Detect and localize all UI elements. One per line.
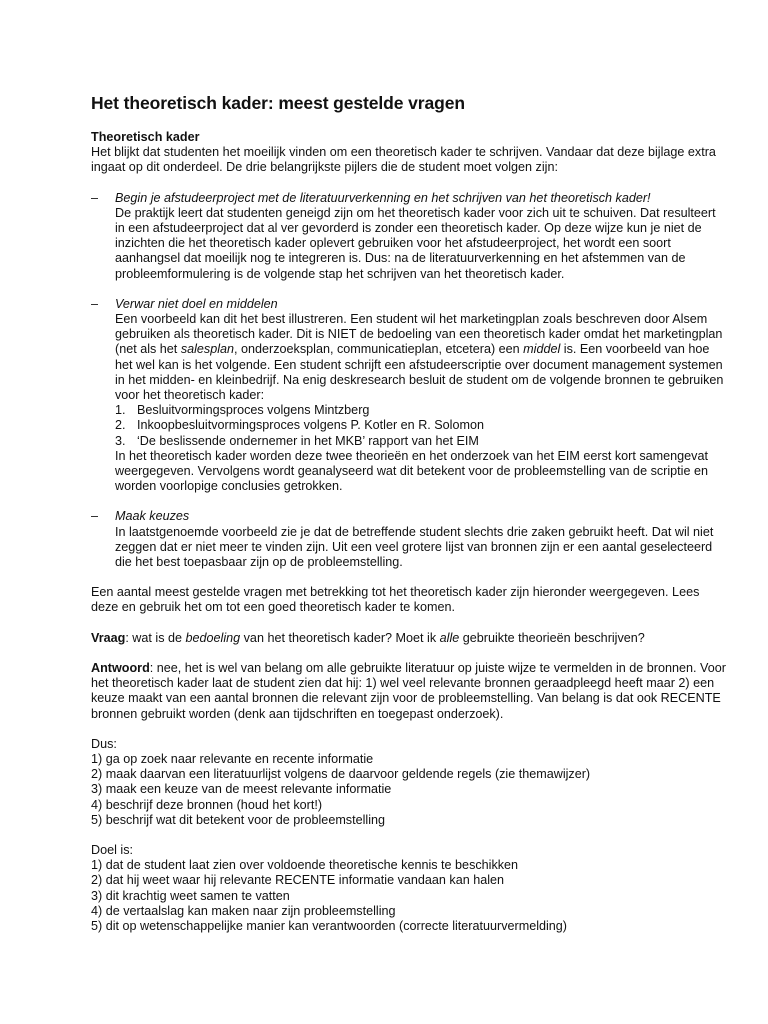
list-item: 3) maak een keuze van de meest relevante informatie <box>91 782 392 797</box>
numbered-item <box>115 418 728 433</box>
spacer <box>91 722 728 737</box>
body-text: Een voorbeeld kan dit het best illustreren. Een student wil het marketingplan zoals beschreven door Alsem gebruiken als theoretisch kader. Dit is NIET de bedoeling van een theoretisch kader omdat het marketingplan (net als het <box>115 312 723 357</box>
list-item: 3) dit krachtig weet samen te vatten <box>91 888 290 903</box>
spacer <box>91 828 728 843</box>
list-item: 2) maak daarvan een literatuurlijst volgens de daarvoor geldende regels (zie themawijzer) <box>91 767 591 782</box>
bullet-body: De praktijk leert dat studenten geneigd zijn om het theoretisch kader voor zich uit te schuiven. Dat resulteert in een afstudeerproject dat al ver gevorderd is zonder een theoretisch kader. Op deze wijze kun je niet de inzichten die het theoretisch kader oplevert gebruiken voor het afstudeerproject, het wordt een soort aanhangsel dat moeilijk nog te integreren is. Dus: na de literatuurverkenning en het afstemmen van de probleemformulering is de volgende stap het schrijven van het theoretisch kader. <box>115 205 716 281</box>
question-text: van het theoretisch kader? Moet ik <box>240 630 440 645</box>
question-italic: alle <box>439 630 460 645</box>
dash-marker: – <box>91 190 99 205</box>
spacer <box>91 570 728 585</box>
dash-marker: – <box>91 296 99 311</box>
section-heading: Theoretisch kader <box>91 130 200 144</box>
body-text: is. Een voorbeeld van hoe het wel kan is het volgende. Een student schrijft een afstudeerscriptie over document management systemen in het midden- en kleinbedrijf. Na enig deskresearch besluit de student om de volgende bronnen te gebruiken voor het theoretisch kader: <box>115 342 724 403</box>
list-item: 1) dat de student laat zien over voldoende theoretische kennis te beschikken <box>91 858 519 873</box>
list-item: 5) beschrijf wat dit betekent voor de probleemstelling <box>91 812 386 827</box>
list-item: 1) ga op zoek naar relevante en recente informatie <box>91 751 374 766</box>
page-title: Het theoretisch kader: meest gestelde vragen <box>91 93 465 113</box>
item-text: Besluitvormingsproces volgens Mintzberg <box>137 403 370 418</box>
list-item: 4) beschrijf deze bronnen (houd het kort!) <box>91 797 323 812</box>
answer-label: Antwoord <box>91 660 150 675</box>
bullet-begin-project <box>91 191 728 282</box>
question-label: Vraag <box>91 630 126 645</box>
spacer <box>91 616 728 631</box>
doel-list <box>91 843 728 934</box>
bullet-lead: Begin je afstudeerproject met de literatuurverkenning en het schrijven van het theoretisch kader! <box>115 190 651 205</box>
list-item: 4) de vertaalslag kan maken naar zijn probleemstelling <box>91 903 396 918</box>
bullet-lead: Verwar niet doel en middelen <box>115 296 278 311</box>
question-italic: bedoeling <box>185 630 241 645</box>
spacer <box>91 282 728 297</box>
question-text: gebruikte theorieën beschrijven? <box>459 630 645 645</box>
bullet-body <box>115 312 728 403</box>
bullet-body: In laatstgenoemde voorbeeld zie je dat de betreffende student slechts drie zaken gebruikt heeft. Dat wil niet zeggen dat er niet meer te vinden zijn. Uit een veel grotere lijst van bronnen zijn er een aantal geselecteerd die het best toepasbaar zijn op de probleemstelling. <box>115 524 714 570</box>
numbered-item <box>115 434 728 449</box>
bullet-maak-keuzes <box>91 509 728 570</box>
numbered-item <box>115 403 728 418</box>
body-text: , onderzoeksplan, communicatieplan, etcetera) een <box>234 342 524 357</box>
bullet-after: In het theoretisch kader worden deze twee theorieën en het onderzoek van het EIM eerst kort samengevat weergegeven. Vervolgens wordt geanalyseerd wat dit betekent voor de probleemstelling van de scriptie en worden voorlopige conclusies getrokken. <box>115 448 708 494</box>
answer-paragraph <box>91 661 728 722</box>
question-text: : wat is de <box>125 630 186 645</box>
answer-text: : nee, het is wel van belang om alle gebruikte literatuur op juiste wijze te vermelden in de bronnen. Voor het theoretisch kader laat de student zien dat hij: 1) wel veel relevante bronnen geraadpleegd heeft maar 2) een keuze maakt van een aantal bronnen die relevant zijn voor de probleemstelling. Van belang is dat ook RECENTE bronnen gebruikt worden (denk aan tijdschriften en toegepast onderzoek). <box>91 660 726 721</box>
bullet-doel-middelen <box>91 297 728 495</box>
intro-paragraph: Het blijkt dat studenten het moeilijk vinden om een theoretisch kader te schrijven. Vandaar dat deze bijlage extra ingaat op dit onderdeel. De drie belangrijkste pijlers die de student moet volgen zijn: <box>91 145 716 175</box>
item-text: Inkoopbesluitvormingsproces volgens P. Kotler en R. Solomon <box>137 418 484 433</box>
body-italic: middel <box>523 342 561 357</box>
faq-intro: Een aantal meest gestelde vragen met betrekking tot het theoretisch kader zijn hieronder weergegeven. Lees deze en gebruik het om tot een goed theoretisch kader te komen. <box>91 585 700 615</box>
question-paragraph <box>91 631 728 646</box>
doel-heading: Doel is: <box>91 842 133 857</box>
list-item: 5) dit op wetenschappelijke manier kan verantwoorden (correcte literatuurvermelding) <box>91 918 567 933</box>
spacer <box>91 646 728 661</box>
spacer <box>91 494 728 509</box>
item-number: 1. <box>115 403 126 418</box>
dash-marker: – <box>91 509 99 524</box>
list-item: 2) dat hij weet waar hij relevante RECENTE informatie vandaan kan halen <box>91 873 505 888</box>
dus-heading: Dus: <box>91 736 117 751</box>
dus-list <box>91 737 728 828</box>
spacer <box>91 176 728 191</box>
item-number: 3. <box>115 433 126 448</box>
bullet-lead: Maak keuzes <box>115 509 190 524</box>
item-text: ‘De beslissende ondernemer in het MKB’ rapport van het EIM <box>137 433 479 448</box>
body-italic: salesplan <box>180 342 235 357</box>
item-number: 2. <box>115 418 126 433</box>
